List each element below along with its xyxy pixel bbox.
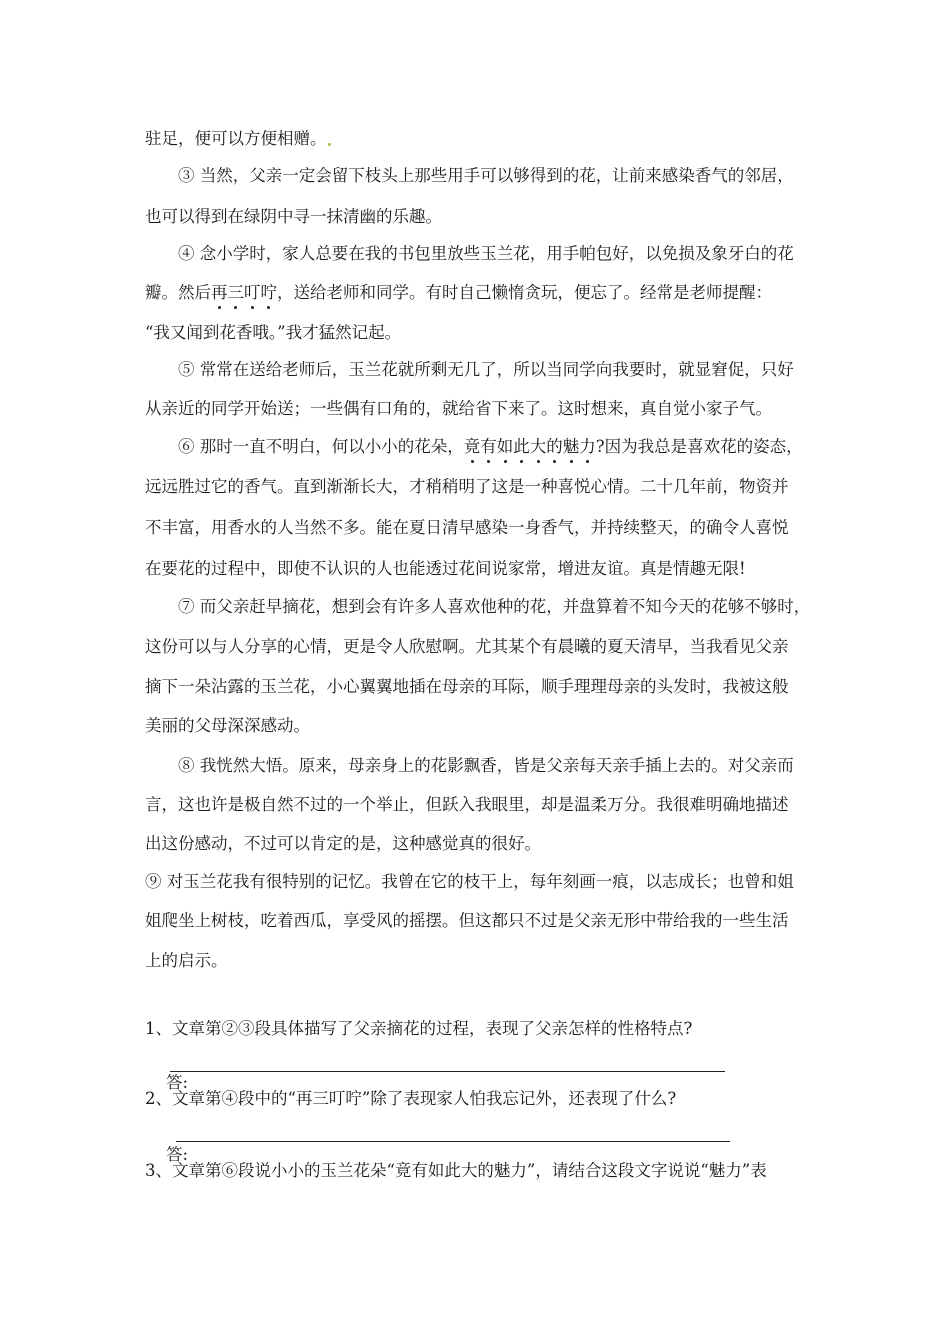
answer-field-1[interactable]	[170, 1071, 725, 1072]
question-1: 1、文章第②③段具体描写了父亲摘花的过程，表现了父亲怎样的性格特点?	[145, 1019, 693, 1038]
article-line: 出这份感动，不过可以肯定的是，这种感觉真的很好。	[145, 834, 541, 853]
article-line: 在要花的过程中，即使不认识的人也能透过花间说家常，增进友谊。真是情趣无限!	[145, 559, 746, 578]
article-line: 远远胜过它的香气。直到渐渐长大，才稍稍明了这是一种喜悦心情。二十几年前，物资并	[145, 477, 789, 496]
article-line: 驻足，便可以方便相赠。	[145, 128, 332, 150]
article-line: 瓣。然后再三叮咛，送给老师和同学。有时自己懒惰贪玩，便忘了。经常是老师提醒：	[145, 283, 772, 302]
article-line: 姐爬坐上树枝，吃着西瓜，享受风的摇摆。但这都只不过是父亲无形中带给我的一些生活	[145, 911, 789, 930]
article-line: 上的启示。	[145, 951, 228, 970]
article-line: 从亲近的同学开始送；一些偶有口角的，就给省下来了。这时想来，真自觉小家子气。	[145, 399, 772, 418]
article-line: 摘下一朵沾露的玉兰花，小心翼翼地插在母亲的耳际，顺手理理母亲的头发时，我被这般	[145, 677, 789, 696]
ink-speck	[328, 143, 331, 146]
paragraph-7: ⑦ 而父亲赶早摘花，想到会有许多人喜欢他种的花，并盘算着不知今天的花够不够时，	[178, 597, 811, 616]
article-line: 这份可以与人分享的心情，更是令人欣慰啊。尤其某个有晨曦的夏天清早，当我看见父亲	[145, 637, 789, 656]
answer-label: 答:	[165, 1073, 189, 1092]
article-line: 不丰富，用香水的人当然不多。能在夏日清早感染一身香气，并持续整天，的确令人喜悦	[145, 518, 789, 537]
answer-row-1	[145, 1050, 189, 1092]
article-line: 言，这也许是极自然不过的一个举止，但跃入我眼里，却是温柔万分。我很难明确地描述	[145, 795, 789, 814]
answer-label: 答:	[165, 1145, 194, 1164]
question-3: 3、文章第⑥段说小小的玉兰花朵“竟有如此大的魅力”，请结合这段文字说说“魅力”表	[145, 1161, 767, 1180]
emphasized-phrase: 再三叮咛	[211, 283, 277, 302]
paragraph-8: ⑧ 我恍然大悟。原来，母亲身上的花影飘香，皆是父亲每天亲手插上去的。对父亲而	[178, 756, 794, 775]
paragraph-3: ③ 当然，父亲一定会留下枝头上那些用手可以够得到的花，让前来感染香气的邻居，	[178, 166, 794, 185]
article-line: “我又闻到花香哦。”我才猛然记起。	[145, 323, 402, 342]
paragraph-6: ⑥ 那时一直不明白，何以小小的花朵，竟有如此大的魅力?因为我总是喜欢花的姿态，	[178, 437, 803, 456]
question-2: 2、文章第④段中的“再三叮咛”除了表现家人怕我忘记外，还表现了什么?	[145, 1089, 677, 1108]
emphasized-phrase: 竟有如此大的魅力	[463, 437, 596, 456]
article-line: 美丽的父母深深感动。	[145, 716, 310, 735]
paragraph-4: ④ 念小学时，家人总要在我的书包里放些玉兰花，用手帕包好，以免损及象牙白的花	[178, 244, 794, 263]
paragraph-9: ⑨ 对玉兰花我有很特别的记忆。我曾在它的枝干上，每年刻画一痕，以志成长；也曾和姐	[145, 872, 794, 891]
paragraph-5: ⑤ 常常在送给老师后，玉兰花就所剩无几了，所以当同学向我要时，就显窘促，只好	[178, 360, 794, 379]
answer-field-2[interactable]	[176, 1141, 730, 1142]
article-line: 也可以得到在绿阴中寻一抹清幽的乐趣。	[145, 207, 442, 226]
